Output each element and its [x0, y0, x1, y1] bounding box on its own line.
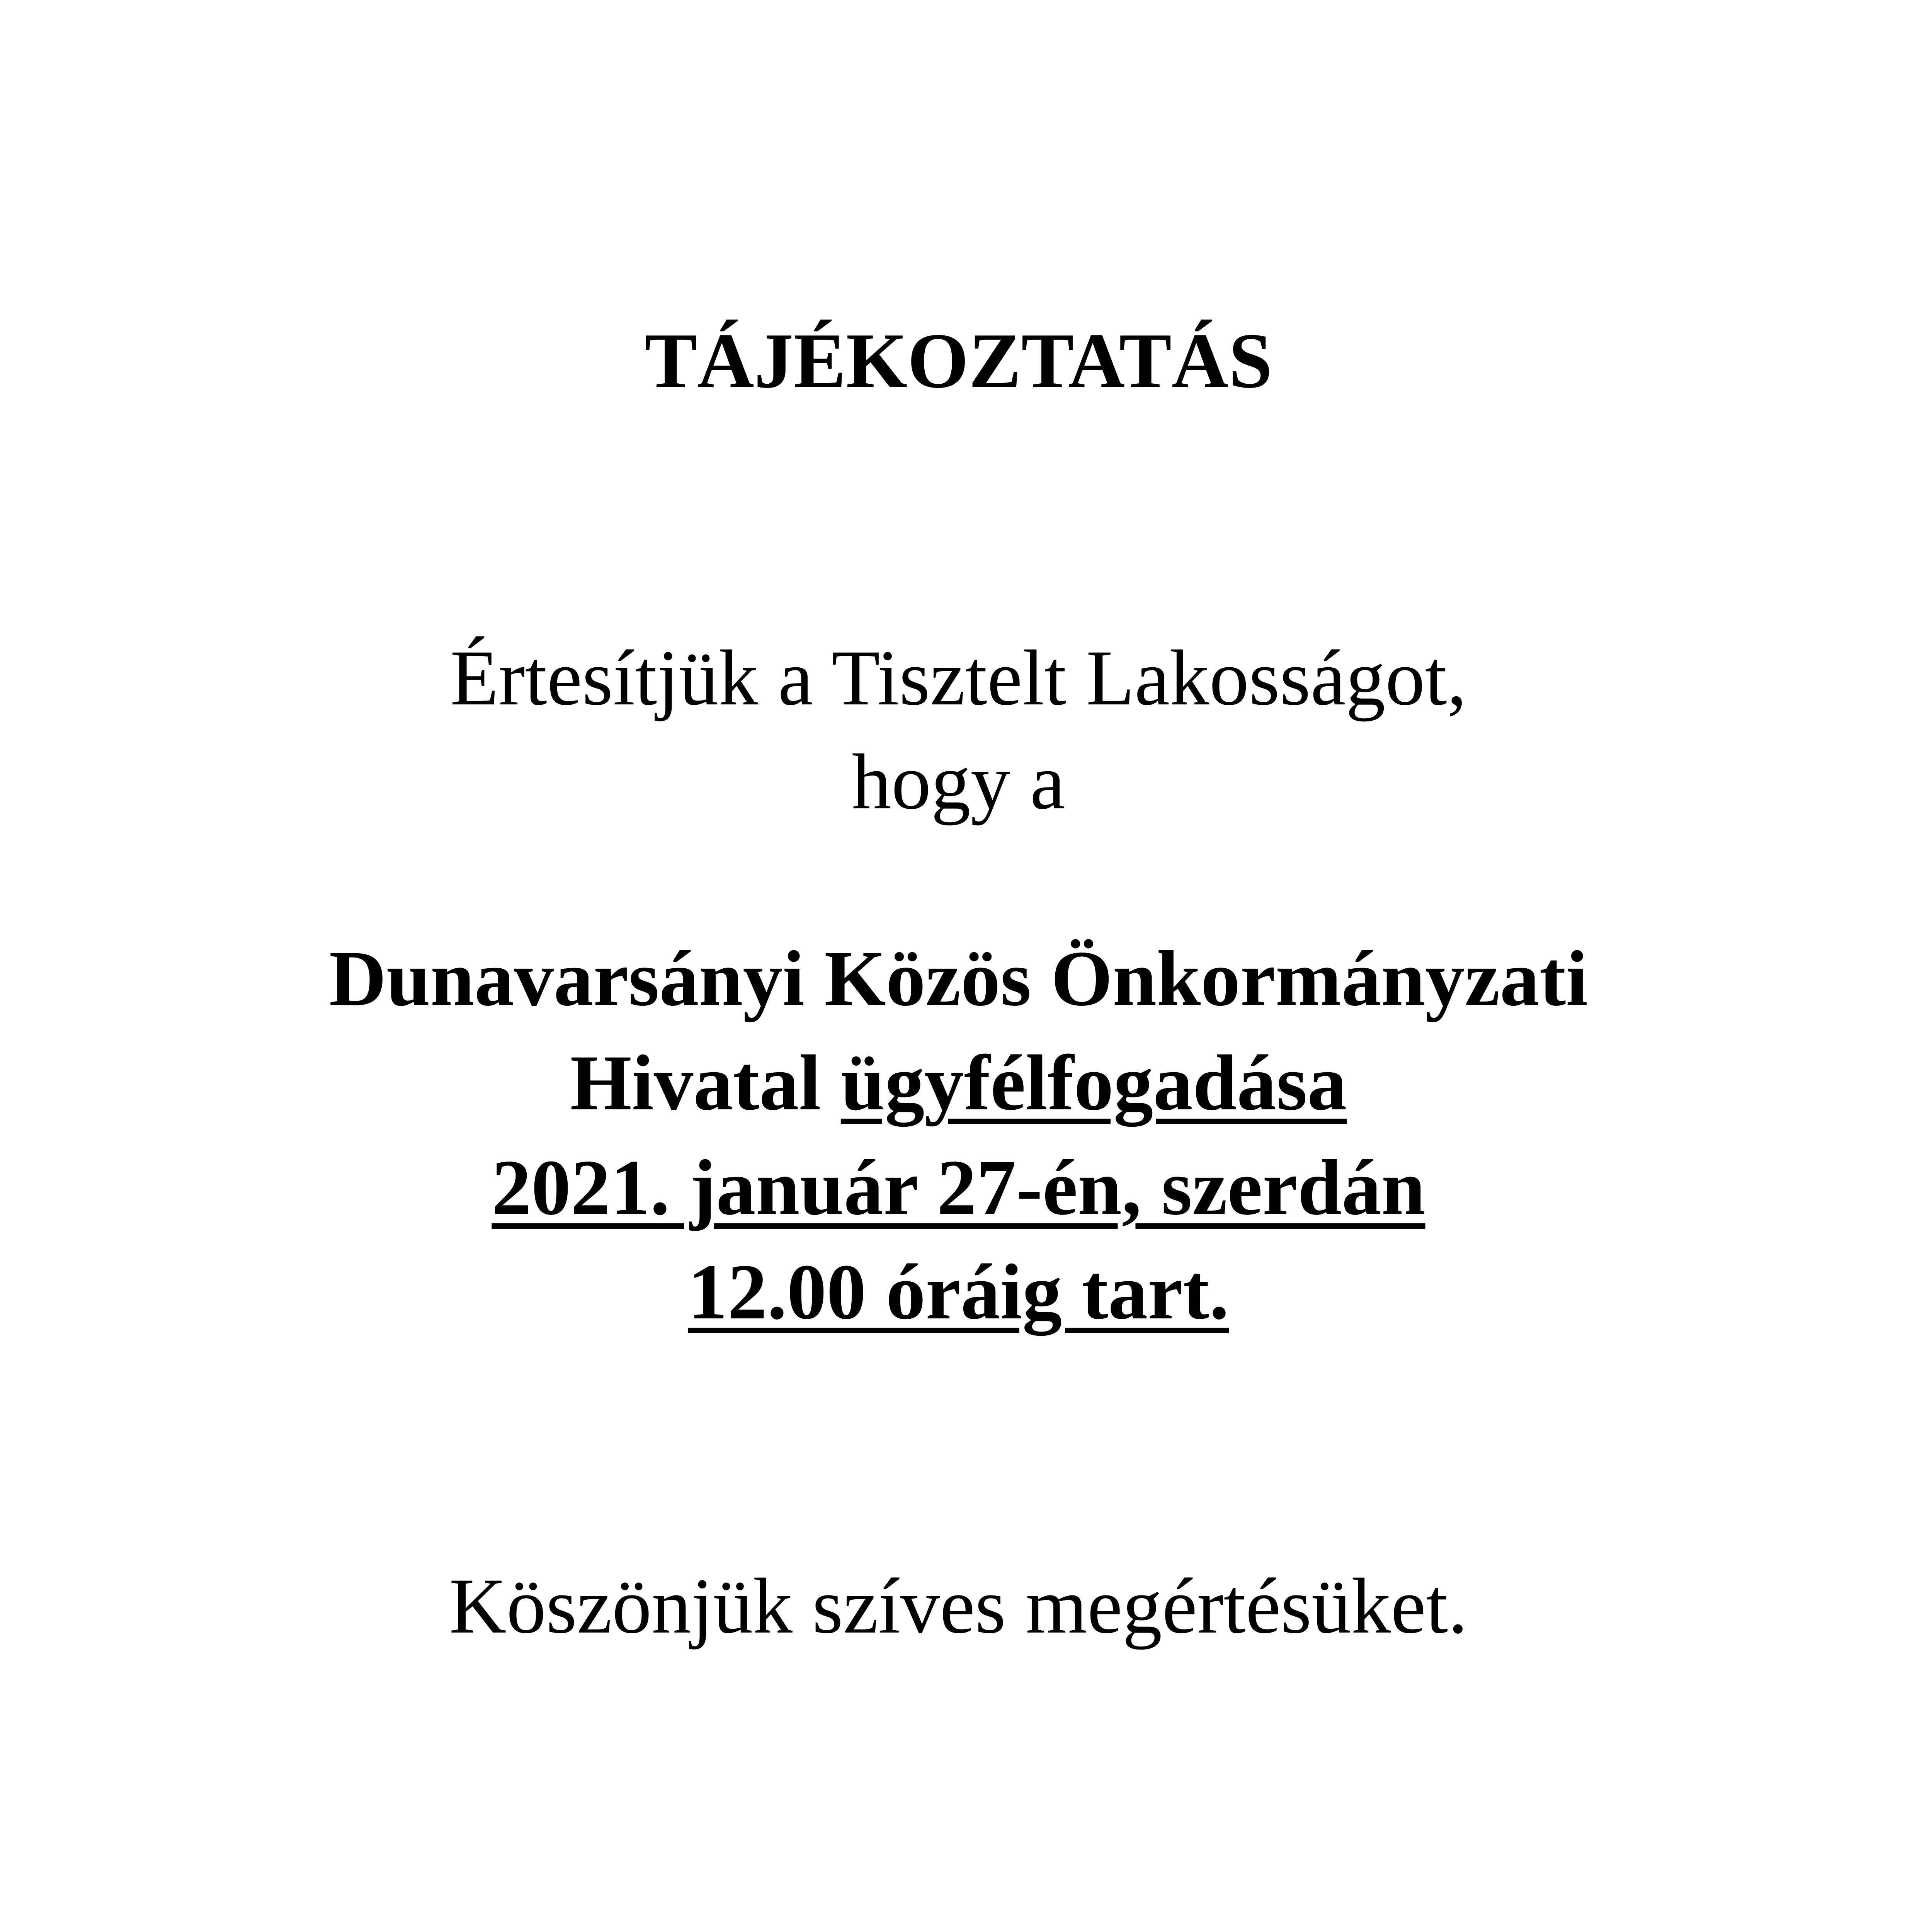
announcement-line-1: Dunavarsányi Közös Önkormányzati: [329, 935, 1588, 1022]
intro-line-2: hogy a: [852, 738, 1065, 826]
announcement-date-line: [0, 1144, 1917, 1231]
intro-line-1: Értesítjük a Tisztelt Lakosságot,: [450, 634, 1467, 722]
announcement-date: 2021. január 27-én, szerdán: [492, 1144, 1425, 1231]
document-title: TÁJÉKOZTATÁS: [645, 317, 1272, 405]
closing-text: Köszönjük szíves megértésüket.: [449, 1562, 1468, 1650]
announcement-time: 12.00 óráig tart.: [688, 1248, 1229, 1336]
announcement-line-2: [0, 1039, 1917, 1127]
announcement-time-line: [0, 1248, 1917, 1336]
announcement-office-word: Hivatal: [570, 1039, 841, 1127]
announcement-reception-word: ügyfélfogadása: [840, 1039, 1347, 1127]
